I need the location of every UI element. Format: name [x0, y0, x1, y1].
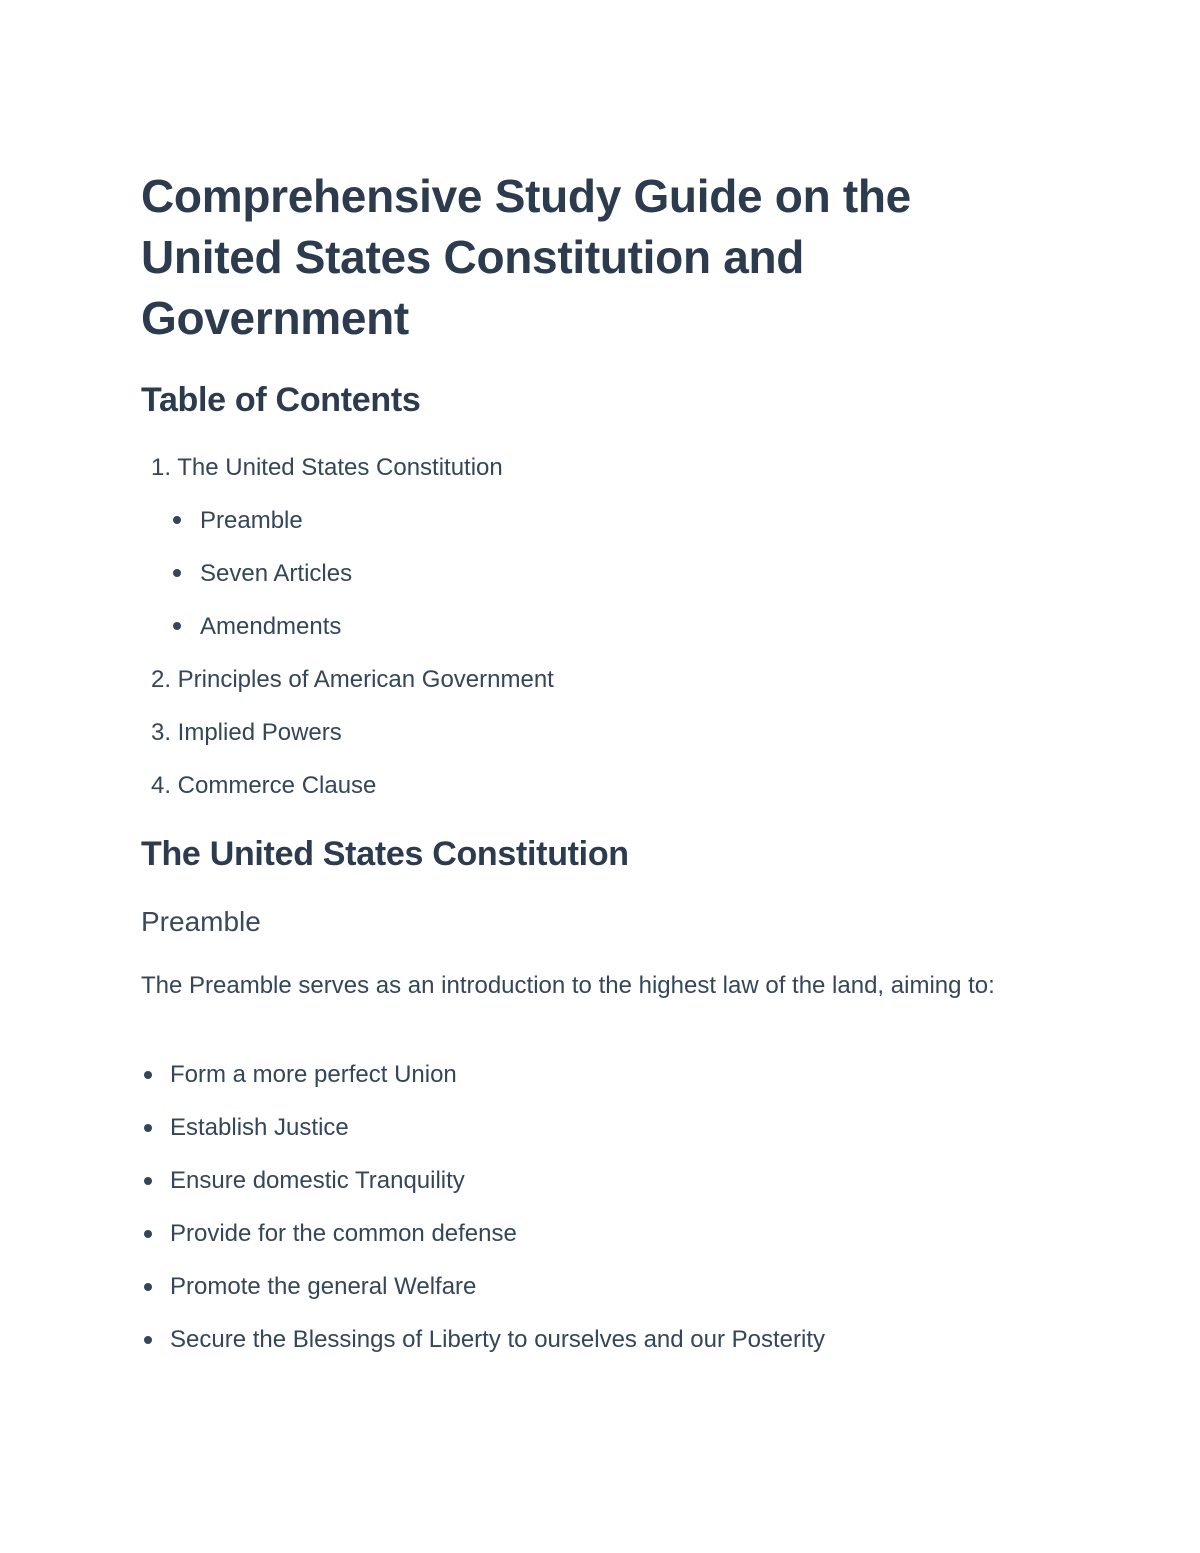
section-heading: The United States Constitution: [141, 835, 629, 873]
toc-item-number: 3.: [150, 719, 171, 746]
bullet-icon: [144, 1071, 152, 1079]
bullet-icon: [144, 1124, 152, 1132]
bullet-icon: [144, 1177, 152, 1185]
toc-subitem: Amendments: [200, 613, 342, 640]
toc-item-number: 4.: [150, 772, 171, 799]
toc-item-number: 2.: [150, 666, 171, 693]
toc-item-number: 1.: [150, 454, 171, 481]
bullet-icon: [144, 1336, 152, 1344]
toc-item-3: [141, 717, 342, 749]
list-item: Ensure domestic Tranquility: [170, 1167, 465, 1194]
toc-item-label: Principles of American Government: [177, 666, 554, 693]
toc-item-4: [141, 770, 376, 802]
section-subheading: Preamble: [141, 906, 261, 937]
list-item: Form a more perfect Union: [170, 1061, 457, 1088]
toc-item-label: The United States Constitution: [177, 454, 503, 481]
bullet-icon: [144, 1230, 152, 1238]
list-item: Establish Justice: [170, 1114, 349, 1141]
list-item: Promote the general Welfare: [170, 1273, 477, 1300]
list-item: Secure the Blessings of Liberty to ourselves and our Posterity: [170, 1326, 826, 1353]
list-item: Provide for the common defense: [170, 1220, 517, 1247]
toc-item-2: [141, 664, 554, 696]
bullet-icon: [173, 622, 181, 630]
toc-subitem: Preamble: [200, 507, 303, 534]
bullet-icon: [173, 516, 181, 524]
toc-item-label: Implied Powers: [177, 719, 342, 746]
document-title: Comprehensive Study Guide on the United States Constitution and Government: [141, 170, 911, 344]
toc-item-label: Commerce Clause: [177, 772, 377, 799]
toc-heading: Table of Contents: [141, 381, 421, 419]
preamble-paragraph: The Preamble serves as an introduction to the highest law of the land, aiming to:: [141, 972, 995, 999]
toc-item-1: [141, 452, 503, 484]
bullet-icon: [173, 569, 181, 577]
toc-subitem: Seven Articles: [200, 560, 353, 587]
bullet-icon: [144, 1283, 152, 1291]
